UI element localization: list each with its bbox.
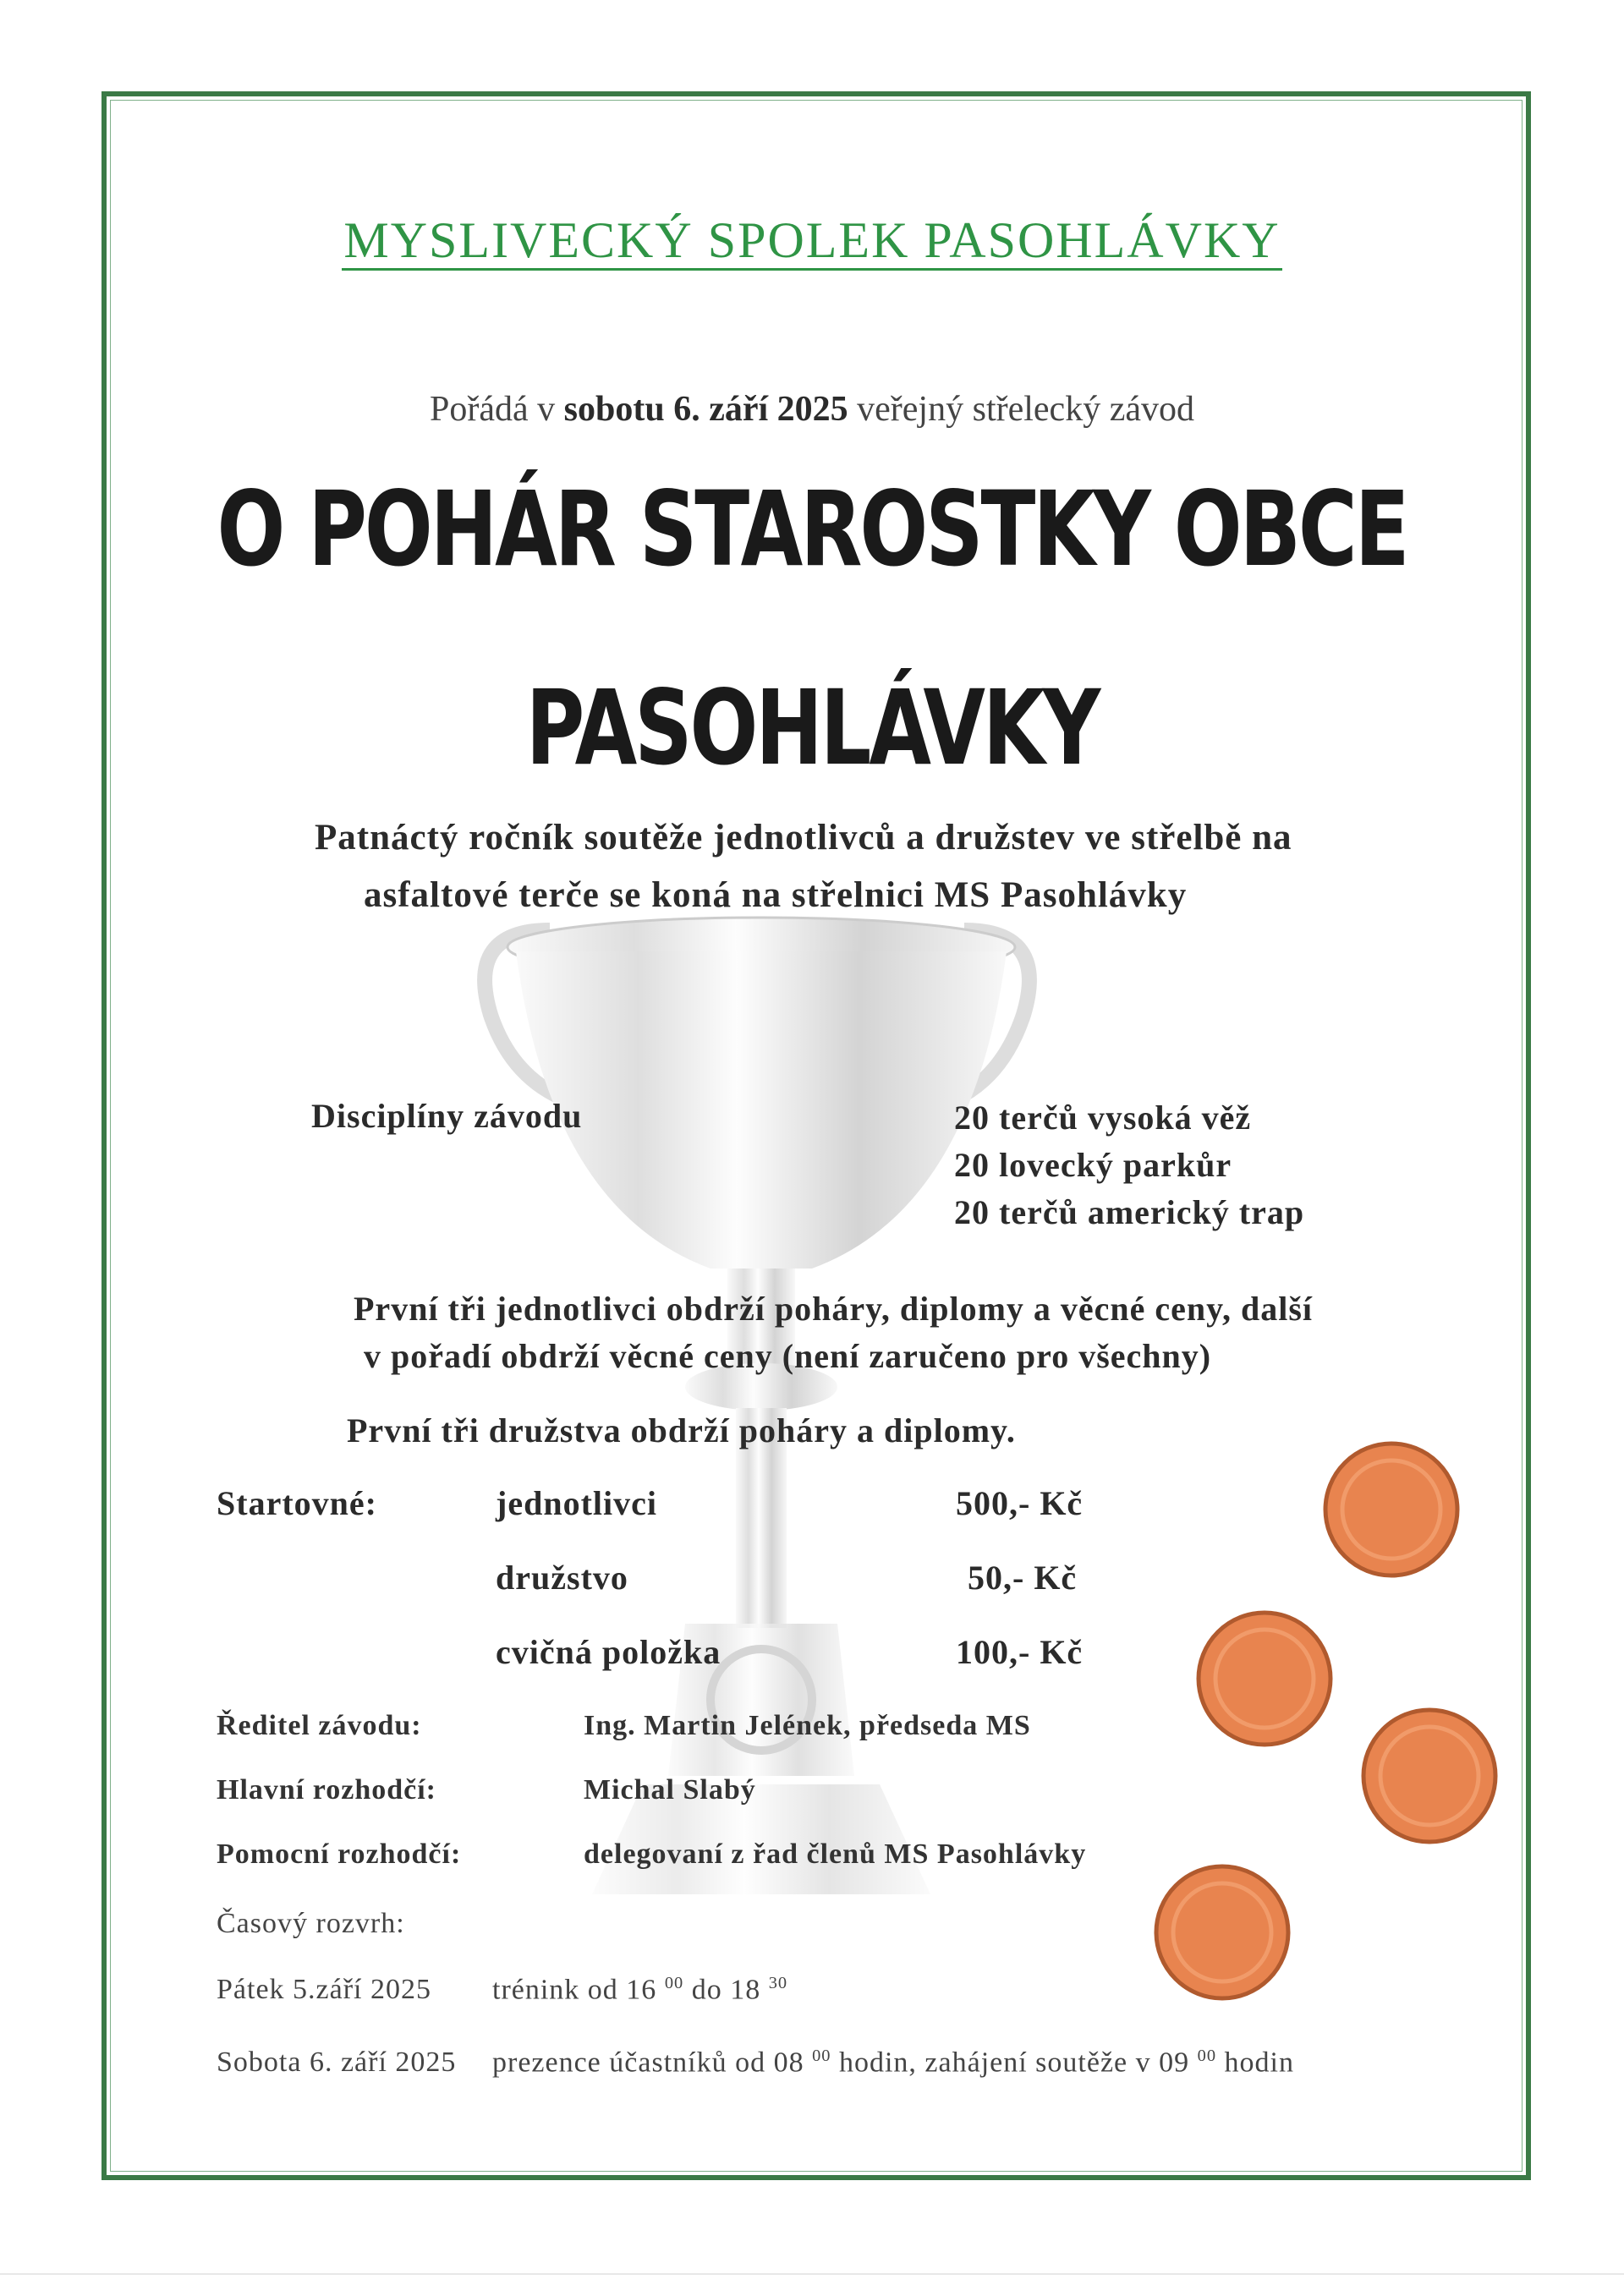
description-line2: asfaltové terče se koná na střelnici MS Pasohlávky xyxy=(364,875,1188,915)
official-name: Michal Slabý xyxy=(584,1774,756,1806)
fee-price: 100,- Kč xyxy=(956,1633,1084,1671)
prizes-teams: První tři družstva obdrží poháry a diplomy. xyxy=(347,1411,1016,1449)
schedule-detail: trénink od 16 $^{00}$ do 18 $^{30}$ xyxy=(492,1974,788,2006)
clay-target-icon xyxy=(1315,1433,1484,1603)
event-title-line1: O POHÁR STAROSTKY OBCE xyxy=(217,469,1407,589)
official-role: Pomocní rozhodčí: xyxy=(217,1838,462,1870)
schedule-day: Sobota 6. září 2025 xyxy=(217,2047,457,2078)
discipline-item: 20 terčů vysoká věž xyxy=(954,1099,1252,1137)
organizer-heading: MYSLIVECKÝ SPOLEK PASOHLÁVKY xyxy=(0,211,1624,270)
schedule-day: Pátek 5.září 2025 xyxy=(217,1974,431,2005)
intro-line: Pořádá v sobotu 6. září 2025 veřejný střelecký závod xyxy=(430,390,1194,429)
clay-target-icon xyxy=(1146,1856,1315,2025)
event-title-line2: PASOHLÁVKY xyxy=(525,668,1099,788)
official-name: delegovaní z řad členů MS Pasohlávky xyxy=(584,1838,1087,1870)
fee-price: 50,- Kč xyxy=(968,1559,1078,1597)
clay-target-icon xyxy=(1188,1603,1358,1772)
fee-name: jednotlivci xyxy=(496,1484,657,1522)
official-role: Ředitel závodu: xyxy=(217,1710,422,1741)
official-name: Ing. Martin Jelének, předseda MS xyxy=(584,1710,1031,1741)
official-role: Hlavní rozhodčí: xyxy=(217,1774,436,1806)
fee-price: 500,- Kč xyxy=(956,1484,1084,1522)
fees-label: Startovné: xyxy=(217,1484,377,1522)
fee-name: cvičná položka xyxy=(496,1633,721,1671)
prizes-individual-line2: v pořadí obdrží věcné ceny (není zaručeno pro všechny) xyxy=(364,1337,1212,1375)
scan-edge-line xyxy=(0,2273,1624,2275)
clay-target-icon xyxy=(1353,1700,1522,1869)
discipline-item: 20 terčů americký trap xyxy=(954,1193,1305,1231)
fee-name: družstvo xyxy=(496,1559,628,1597)
schedule-label: Časový rozvrh: xyxy=(217,1908,405,1939)
schedule-detail: prezence účastníků od 08 $^{00}$ hodin, zahájení soutěže v 09 $^{00}$ hodin xyxy=(492,2047,1294,2079)
prizes-individual-line1: První tři jednotlivci obdrží poháry, diplomy a věcné ceny, další xyxy=(354,1290,1313,1328)
disciplines-label: Disciplíny závodu xyxy=(311,1097,583,1135)
discipline-item: 20 lovecký parkůr xyxy=(954,1146,1232,1184)
description-line1: Patnáctý ročník soutěže jednotlivců a družstev ve střelbě na xyxy=(315,818,1292,858)
